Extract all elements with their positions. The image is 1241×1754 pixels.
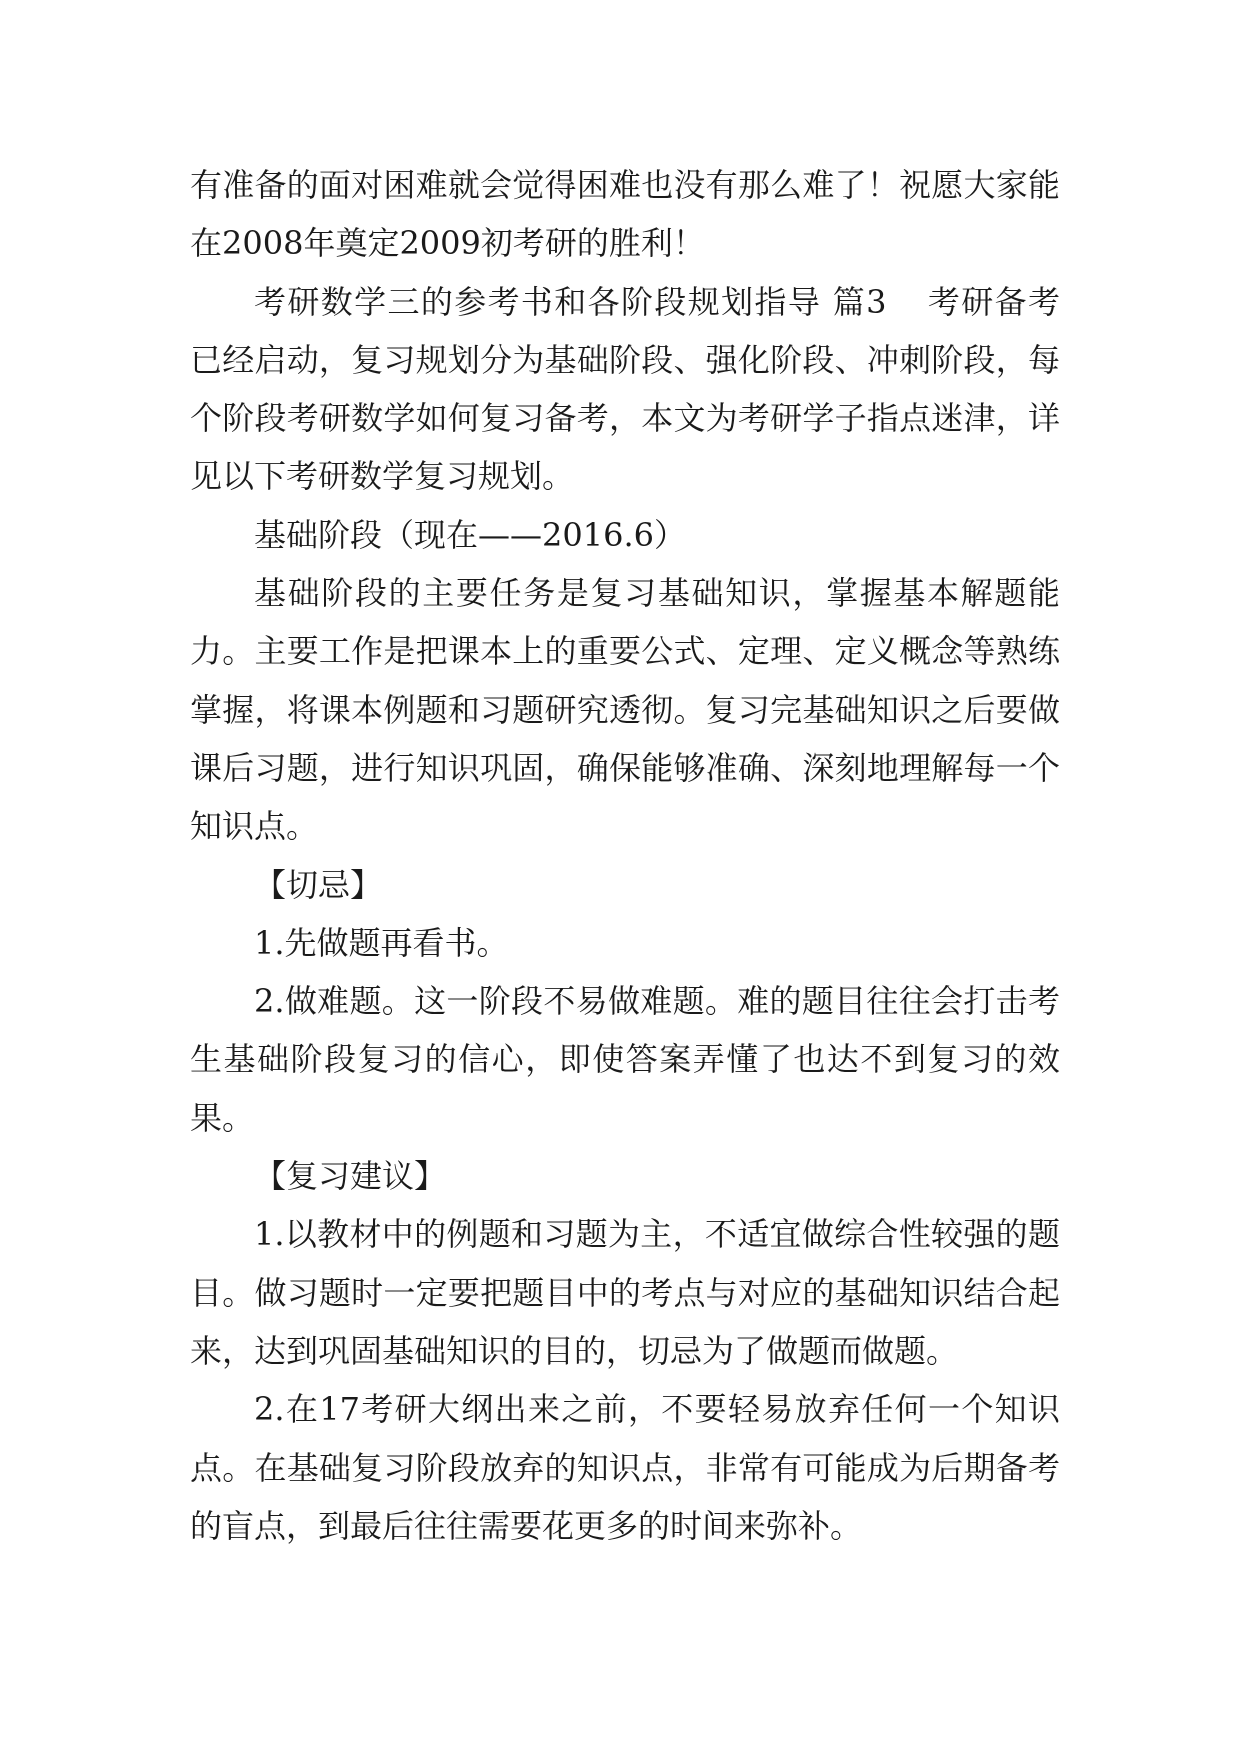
paragraph-closing-wish: 有准备的面对困难就会觉得困难也没有那么难了！祝愿大家能在2008年奠定2009初考研的胜利！ [190,166,1060,263]
list-item-advice-2: 2.在17考研大纲出来之前，不要轻易放弃任何一个知识点。在基础复习阶段放弃的知识点，非常有可能成为后期备考的盲点，到最后往往需要花更多的时间来弥补。 [190,1390,1060,1545]
heading-avoid: 【切忌】 [254,865,383,904]
section-heading-basic-stage: 基础阶段（现在——2016.6） [254,515,686,554]
heading-review-advice: 【复习建议】 [254,1157,447,1196]
list-item-avoid-1: 1.先做题再看书。 [254,923,509,962]
paragraph-article-intro [190,273,1060,506]
paragraph-basic-stage-task: 基础阶段的主要任务是复习基础知识，掌握基本解题能力。主要工作是把课本上的重要公式、定理、定义概念等熟练掌握，将课本例题和习题研究透彻。复习完基础知识之后要做课后习题，进行知识巩固，确保能够准确、深刻地理解每一个知识点。 [190,574,1060,846]
list-item-avoid-2: 2.做难题。这一阶段不易做难题。难的题目往往会打击考生基础阶段复习的信心，即使答案弄懂了也达不到复习的效果。 [190,982,1060,1137]
document-body [190,156,1060,1555]
article-intro-text: 考研备考已经启动，复习规划分为基础阶段、强化阶段、冲刺阶段，每个阶段考研数学如何复习备考，本文为考研学子指点迷津，详见以下考研数学复习规划。 [190,282,1060,496]
list-item-advice-1: 1.以教材中的例题和习题为主，不适宜做综合性较强的题目。做习题时一定要把题目中的考点与对应的基础知识结合起来，达到巩固基础知识的目的，切忌为了做题而做题。 [190,1215,1060,1370]
article-title: 考研数学三的参考书和各阶段规划指导 篇3 [254,282,887,321]
